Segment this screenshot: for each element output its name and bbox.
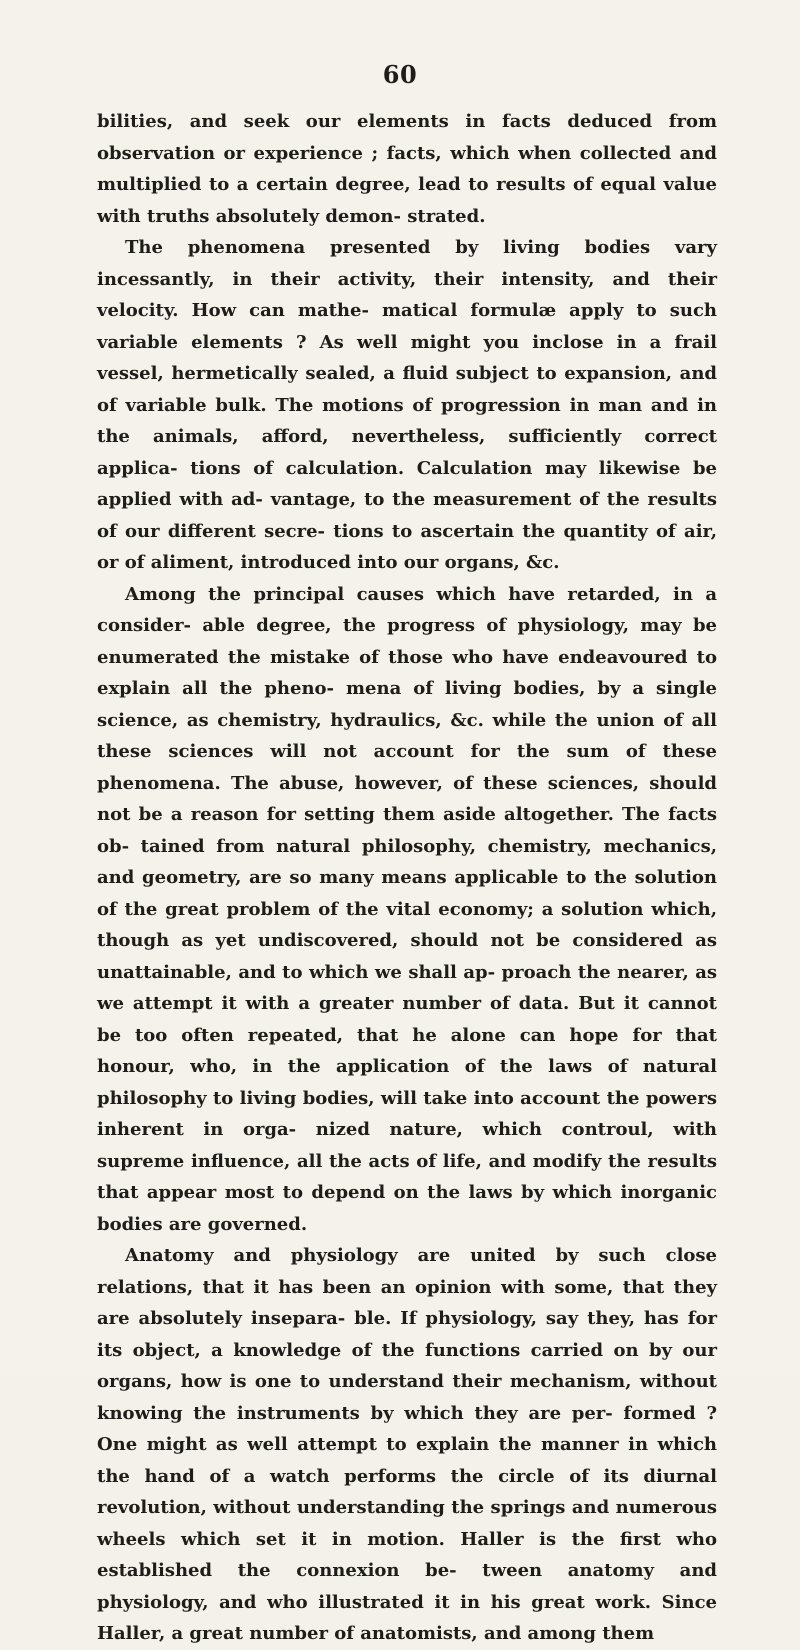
paragraph-continuation: bilities, and seek our elements in facts deduced from observation or experience ; facts, which when collected and multiplied to a certain degree, lead to results of equal value with truths absolutely demon- strated.: [97, 111, 717, 227]
paragraph-anatomy: Anatomy and physiology are united by such close relations, that it has been an opinion with some, that they are absolutely insepara- ble. If physiology, say they, has for its object, a knowledge of the functions carried on by our organs, how is one to understand their mechanism, without knowing the instruments by which they are per- formed ? One might as well attempt to explain the manner in which the hand of a watch performs the circle of its diurnal revolution, without understanding the springs and numerous wheels which set it in motion. Haller is the first who established the connexion be- tween anatomy and physiology, and who illustrated it in his great work. Since Haller, a great number of anatomists, and among them: [97, 1245, 717, 1644]
paragraph-causes: Among the principal causes which have retarded, in a consider- able degree, the progress of physiology, may be enumerated the mistake of those who have endeavoured to explain all the pheno- mena of living bodies, by a single science, as chemistry, hydraulics, &c. while the union of all these sciences will not account for the sum of these phenomena. The abuse, however, of these sciences, should not be a reason for setting them aside altogether. The facts ob- tained from natural philosophy, chemistry, mechanics, and geometry, are so many means applicable to the solution of the great problem of the vital economy; a solution which, though as yet undiscovered, should not be considered as unattainable, and to which we shall ap- proach the nearer, as we attempt it with a greater number of data. But it cannot be too often repeated, that he alone can hope for that honour, who, in the application of the laws of natural philosophy to living bodies, will take into account the powers inherent in orga- nized nature, which controul, with supreme influence, all the acts of life, and modify the results that appear most to depend on the laws by which inorganic bodies are governed.: [97, 583, 717, 1235]
page-number: 60: [382, 60, 418, 89]
paragraph-phenomena: The phenomena presented by living bodies vary incessantly, in their activity, their intensity, and their velocity. How can mathe- matical formulæ apply to such variable elements ? As well might you inclose in a frail vessel, hermetically sealed, a fluid subject to expansion, and of variable bulk. The motions of progression in man and in the animals, afford, nevertheless, sufficiently correct applica- tions of calculation. Calculation may likewise be applied with ad- vantage, to the measurement of the results of our different secre- tions to ascertain the quantity of air, or of aliment, introduced into our organs, &c.: [97, 237, 717, 573]
body-text: [97, 106, 717, 1650]
